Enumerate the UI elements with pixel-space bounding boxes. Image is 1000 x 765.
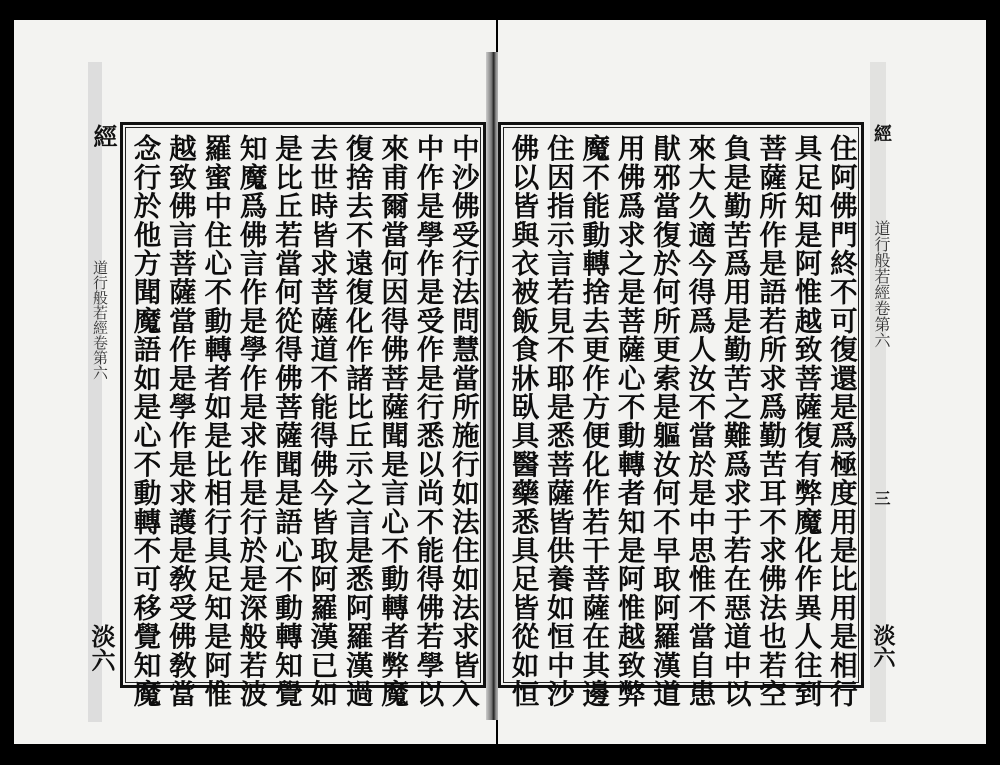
text-column: 菩薩所作是語若所求爲勤苦耳不求佛法也若空: [754, 134, 787, 708]
text-column: 越致佛言菩薩當作是學作是求護是敎受佛敎當: [163, 134, 196, 708]
page-edge-shading: [88, 62, 102, 722]
text-column: 羅蜜中住心不動轉者如是比相行具足知是阿惟: [199, 134, 232, 708]
text-column: 猒邪當復於何所更索是軀汝何不早取阿羅漢道: [648, 134, 680, 708]
text-column: 是比丘若當何從得佛菩薩聞是語心不動轉知覺: [270, 134, 302, 708]
right-text-columns: [506, 134, 857, 708]
left-page: [14, 20, 496, 744]
text-column: 去世時皆求菩薩道不能得佛今皆取阿羅漢已如: [305, 134, 338, 708]
margin-center-title: 道行般若經卷第六: [872, 220, 891, 348]
margin-title: 經: [89, 124, 118, 148]
right-page: [498, 20, 986, 744]
margin-bottom-mark: 淡六: [870, 624, 896, 668]
text-column: 復捨去不遠復化作諸比丘示之言是悉阿羅漢過: [340, 134, 373, 708]
margin-page-number: 三: [872, 490, 891, 506]
text-column: 中沙佛受行法問慧當所施行如法住如法求皆入: [446, 134, 479, 708]
text-column: 佛以皆與衣被飯食牀臥具醫藥悉具足皆從如恒: [506, 134, 539, 708]
text-column: 知魔爲佛言作是學作是求作是行於是深般若波: [234, 134, 267, 708]
margin-center-title: 道行般若經卷第六: [91, 260, 109, 380]
text-column: 中作是學作是受作是行悉以尚不能得佛若學以: [411, 134, 444, 708]
left-text-columns: [128, 134, 479, 708]
text-column: 來大久適今得爲人汝不當於是中思惟不當自患: [683, 134, 716, 708]
page-edge-shading: [870, 62, 886, 722]
text-column: 用佛爲求之是菩薩心不動轉者知是阿惟越致弊: [612, 134, 645, 708]
text-column: 住因指示言若見不耶是悉菩薩皆供養如恒中沙: [541, 134, 574, 708]
text-column: 念行於他方聞魔語如是心不動轉不可移覺知魔: [128, 134, 161, 708]
text-column: 魔不能動轉捨去更作方便化作若干菩薩在其邊: [577, 134, 610, 708]
text-column: 具足知是阿惟越致菩薩復有弊魔化作異人往到: [789, 134, 822, 708]
margin-bottom-mark: 淡六: [87, 624, 116, 672]
margin-title: 經: [871, 124, 892, 142]
text-column: 住阿佛門終不可復還是爲極度用是比用是相行: [824, 134, 857, 708]
text-column: 負是勤苦爲用是勤苦之難爲求于若在惡道中以: [718, 134, 751, 708]
text-column: 來甫爾當何因得佛菩薩聞是言心不動轉者弊魔: [376, 134, 409, 708]
